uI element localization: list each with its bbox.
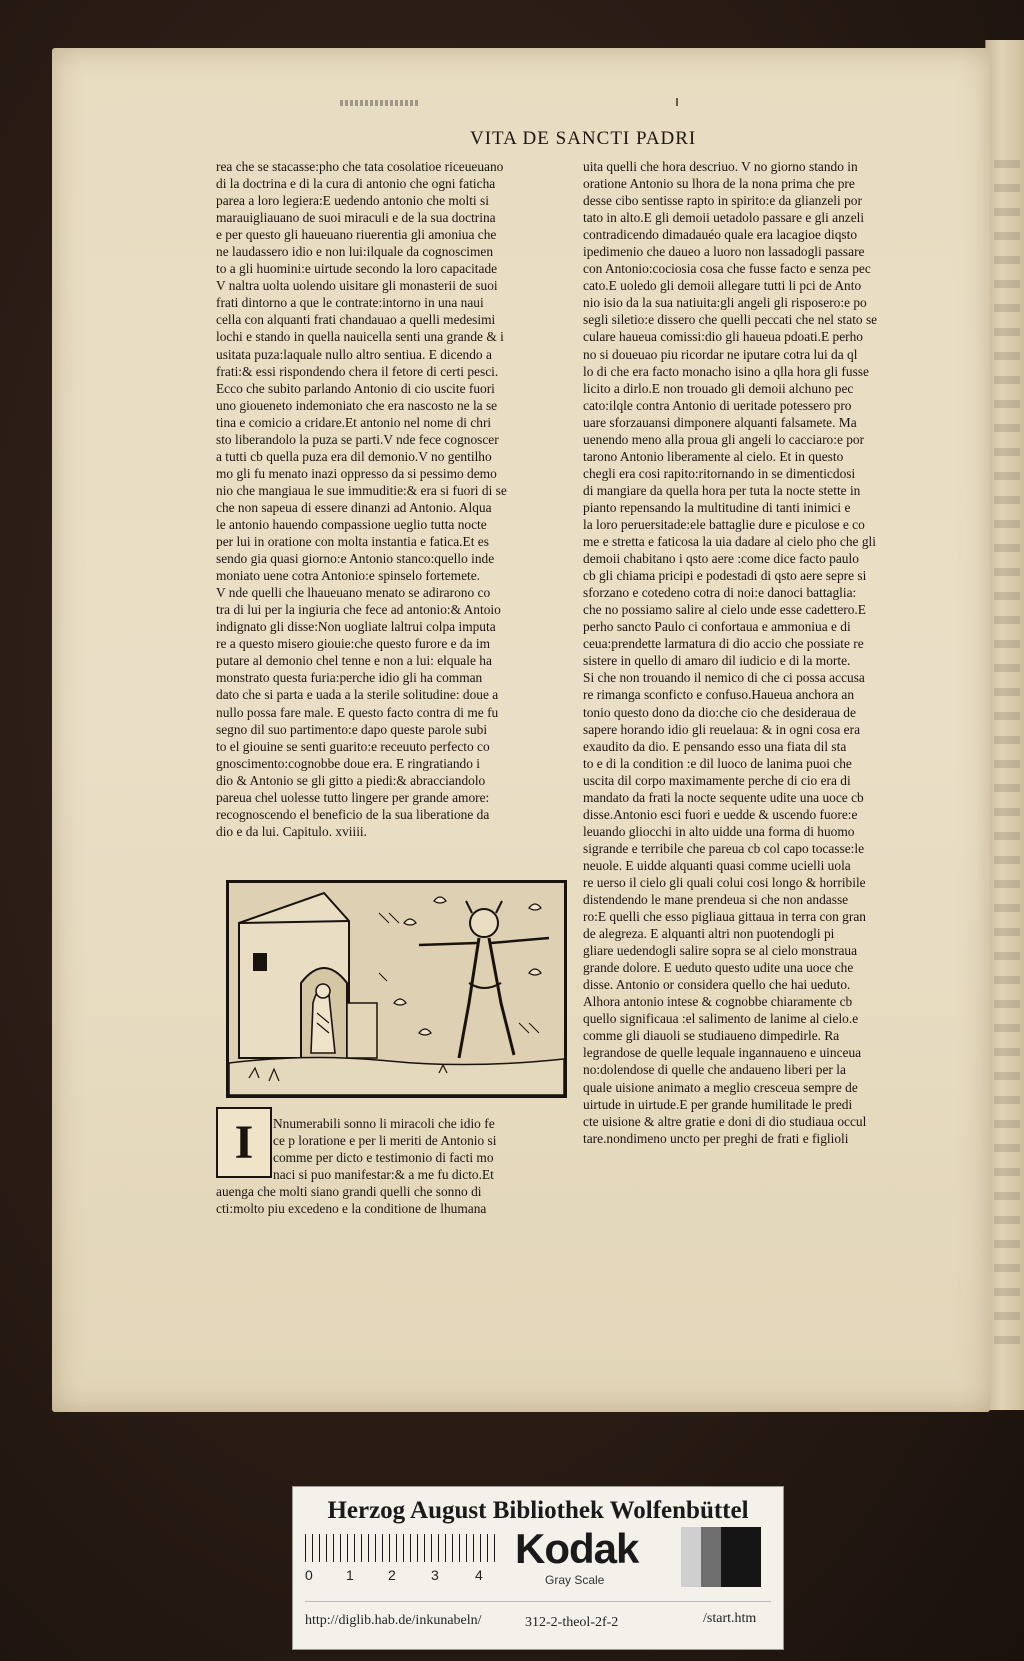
text-line: monstrato questa furia:perche idio gli ha comman (216, 670, 483, 686)
text-line: exaudito da dio. E pensando esso una fiata dil sta (583, 738, 847, 754)
text-line: quello significaua :el salimento de lanime al cielo.e (583, 1011, 859, 1027)
ruler-number: 4 (475, 1567, 483, 1583)
text-line: ce p loratione e per li meriti de Antonio si (273, 1133, 497, 1149)
text-line: nio isio da la sua natiuita:gli angeli gli risposero:e po (583, 295, 867, 311)
text-line: distendendo le mane prendeua si che non andasse (583, 892, 849, 908)
text-line: Si che non trouando il nemico di che ci possa accusa (583, 670, 865, 686)
drop-cap-letter: I (234, 1116, 254, 1169)
text-line: neuole. E uidde alquanti quasi comme ucielli uola (583, 857, 851, 873)
text-line: che non sapeua di essere dinanzi ad Antonio. Alqua (216, 499, 492, 515)
text-line: oratione Antonio su lhora de la nona prima che pre (583, 176, 855, 192)
text-line: Nnumerabili sonno li miracoli che idio fe (273, 1116, 495, 1131)
text-line: cella con alquanti frati chandauao a quelli medesimi (216, 312, 496, 328)
text-line: mandato da frati la nocte sequente udite una uoce cb (583, 789, 864, 805)
text-line: a tutti cb quella puza era dil demonio.V no gentilho (216, 448, 492, 464)
text-line: cte uisione & altre gratie e doni di dio studiaua occul (583, 1113, 867, 1129)
text-line: indignato gli disse:Non uogliate laltrui colpa imputa (216, 619, 496, 635)
text-line: de alegreza. E alquanti altri non puotendogli pi (583, 926, 835, 942)
text-line: segli siletio:e dissero che quelli peccati che nel stato se (583, 312, 878, 328)
text-line: e per questo gli haueuano riuerentia gli amoniua che (216, 227, 497, 243)
ink-smudge (340, 100, 420, 106)
text-line: moniato uene cotra Antonio:e spinselo fortemete. (216, 568, 481, 584)
text-line: re rimanga sconficto e confuso.Haueua anchora an (583, 687, 855, 703)
text-line: Ecco che subito parlando Antonio di cio uscite fuori (216, 380, 495, 396)
text-line: cato:ilqle contra Antonio di ueritade potessero pro (583, 397, 852, 413)
text-line: desse cibo sentisse rapto in spirito:e da glianzeli por (583, 193, 862, 209)
text-line: di mangiare da quella hora per tuta la nocte stette in (583, 482, 861, 498)
text-line: sto liberandolo la puza se parti.V nde fece cognoscer (216, 431, 499, 447)
text-line: uenendo meno alla proua gli angeli lo cacciaro:e por (583, 431, 865, 447)
text-line: no:dolendose di quelle che andaueno liberi per la (583, 1062, 846, 1078)
text-line: sistere in quello di amaro dil iudicio e di la morte. (583, 653, 851, 669)
text-line: uirtude in uirtude.E per grande humilitade le predi (583, 1096, 853, 1112)
kodak-logo: Kodak (515, 1525, 639, 1572)
text-line: V nde quelli che lhaueuano menato se adirarono co (216, 585, 491, 601)
text-line: contradicendo dimadauéo quale era lacagioe diqsto (583, 227, 858, 243)
text-line: segno dil suo partimento:e dapo queste parole subi (216, 721, 488, 737)
text-line: dio e da lui. Capitulo. xviiii. (216, 823, 368, 839)
text-line: recognoscendo el beneficio de la sua liberatione da (216, 806, 490, 822)
text-line: di la doctrina e di la cura di antonio che ogni faticha (216, 176, 496, 192)
text-line: licito a dirlo.E non trouado gli demoii alchuno pec (583, 380, 854, 396)
digital-library-url: http://diglib.hab.de/inkunabeln/ (305, 1613, 482, 1628)
text-line: quale uisione animato a meglio cresceua sempre de (583, 1079, 858, 1095)
text-line: disse. Antonio or considera quello che hai ueduto. (583, 977, 851, 993)
text-line: usitata puza:laquale nullo altro sentiua. E dicendo a (216, 346, 492, 362)
text-line: to e di la condition :e dil luoco de lanima puoi che (583, 755, 852, 771)
text-line: sigrande e terribile che pareua cb col capo tocasse:le (583, 840, 865, 856)
text-line: ceua:prendette larmatura di dio accio che possiate re (583, 636, 864, 652)
text-line: marauigliauano de suoi miraculi e de la sua doctrina (216, 210, 496, 226)
ruler-number: 3 (431, 1567, 439, 1583)
library-name: Herzog August Bibliothek Wolfenbüttel (327, 1497, 749, 1524)
text-line: tonio questo dono da dio:che cio che desideraua de (583, 704, 856, 720)
text-line: sendo gia quasi giorno:e Antonio stanco:quello inde (216, 551, 495, 567)
gray-swatch-light (681, 1527, 701, 1587)
left-lower-text (216, 1115, 564, 1218)
text-line: frati:& essi rispondendo chera il fetore di certi pesci. (216, 363, 499, 379)
text-line: putare al demonio chel tenne e non a lui: elquale ha (216, 653, 492, 669)
ruler-number: 1 (346, 1567, 354, 1583)
color-target-card (292, 1486, 784, 1650)
text-line: con Antonio:cociosia cosa che fusse facto e senza pec (583, 261, 871, 277)
text-line: tato in alto.E gli demoii uetadolo passare e gli anzeli (583, 210, 865, 226)
running-title: VITA DE SANCTI PADRI (470, 128, 697, 149)
text-line: lo di che era facto monacho isino a qlla hora gli fusse (583, 363, 869, 379)
text-line: gnoscimento:cognobbe doue era. E ringratiando i (216, 755, 481, 771)
text-line: sapere horando idio gli reuelaua: & in ogni cosa era (583, 721, 861, 737)
text-line: chegli era cosi rapito:ritornando in se dimenticdosi (583, 465, 856, 481)
woodcut-svg (229, 883, 564, 1095)
text-line: uno gioueneto indemoniato che era nascosto ne la se (216, 397, 498, 413)
text-line: to a gli huomini:e uirtude secondo la loro capacitade (216, 261, 498, 277)
text-line: legrandose de quelle lequale ingannaueno e uinceua (583, 1045, 862, 1061)
text-line: pianto repensando la multitudine di tanti inimici e (583, 499, 851, 515)
text-line: ro:E quelli che esso pigliaua gittaua in terra con gran (583, 909, 866, 925)
left-text-column (216, 158, 564, 840)
text-line: culare haueua comissi:dio gli haueua pdoati.E perho (583, 329, 863, 345)
bleed-through-text (994, 160, 1020, 1360)
text-line: mo gli fu menato inazi oppresso da si pessimo demo (216, 465, 497, 481)
text-line: sforzano e cotedeno cotra di noi:e danoci battaglia: (583, 585, 857, 601)
text-line: Alhora antonio intese & cognobbe chiaramente cb (583, 994, 853, 1010)
text-line: dato che si parta e uada a la sterile solitudine: doue a (216, 687, 499, 703)
text-line: perho sancto Paulo ci confortaua e ammoniua e di (583, 619, 851, 635)
text-line: ipedimenio che daueo a luoro non lassadogli passare (583, 244, 865, 260)
text-line: gliare uedendogli salire sopra se al cielo monstraua (583, 943, 858, 959)
text-line: re a questo misero giouie:che questo furore e da im (216, 636, 491, 652)
text-line: V naltra uolta uolendo uisitare gli monasterii de suoi (216, 278, 498, 294)
text-line: nullo possa fare male. E questo facto contra di me fu (216, 704, 499, 720)
text-line: pareua chel uolesse tutto lingere per grande amore: (216, 789, 490, 805)
text-line: lochi e stando in quella nauicella senti una grande & i (216, 329, 504, 345)
gray-swatch-dark (721, 1527, 761, 1587)
text-line: me e stretta e faticosa la uia dadare al cielo pho che gli (583, 534, 876, 550)
adjacent-page-edge (985, 40, 1024, 1410)
text-line: comme per dicto e testimonio di facti mo (273, 1150, 494, 1166)
ruler-number: 2 (388, 1567, 396, 1583)
start-link: /start.htm (703, 1611, 757, 1626)
text-line: che no possiamo salire al cielo unde esse cadettero.E (583, 602, 866, 618)
text-line: grande dolore. E ueduto questo udite una uoce che (583, 960, 854, 976)
text-line: tarono Antonio liberamente al cielo. Et in questo (583, 448, 844, 464)
text-line: leuando gliocchi in alto uidde una forma di huomo (583, 823, 855, 839)
text-line: parea a loro legiera:E uedendo antonio che molti si (216, 193, 489, 209)
text-line: to el giouine se senti guarito:e receuuto perfecto co (216, 738, 490, 754)
text-line: nio che mangiaua le sue immuditie:& era si fuori di se (216, 482, 507, 498)
text-line: frati dintorno a que le contrate:intorno in una naui (216, 295, 484, 311)
text-line: demoii chabitano i qsto aere :come dice facto paulo (583, 551, 859, 567)
ruler-number: 0 (305, 1567, 313, 1583)
text-line: rea che se stacasse:pho che tata cosolatioe riceueuano (216, 159, 504, 174)
text-line: re uerso il cielo gli quali colui cosi longo & horribile (583, 874, 866, 890)
woodcut-illustration (226, 880, 567, 1098)
gray-swatch-mid (701, 1527, 721, 1587)
text-line: tina e comicio a cridare.Et antonio nel nome di chri (216, 414, 492, 430)
text-line: ne laudassero idio e non lui:ilquale da cognoscimen (216, 244, 494, 260)
text-line: uare sforzauansi dimponere alquanti falsamete. Ma (583, 414, 857, 430)
measurement-ruler (305, 1534, 497, 1562)
text-line: dio & Antonio se gli gitto a piedi:& abracciandolo (216, 772, 486, 788)
text-line: per lui in oratione con molta instantia e fatica.Et es (216, 534, 489, 550)
text-line: auenga che molti siano grandi quelli che sonno di (216, 1184, 482, 1200)
leaf-mark (676, 98, 678, 106)
card-divider (305, 1601, 771, 1602)
text-line: naci si puo manifestar:& a me fu dicto.Et (273, 1167, 494, 1183)
gray-scale-label: Gray Scale (545, 1573, 605, 1587)
ruler-numbers (305, 1567, 505, 1585)
shelfmark: 312-2-theol-2f-2 (525, 1615, 619, 1630)
text-line: cti:molto piu excedeno e la conditione de lhumana (216, 1201, 487, 1217)
text-line: uita quelli che hora descriuo. V no giorno stando in (583, 159, 858, 174)
text-line: cato.E uoledo gli demoii allegare tutti li pci de Anto (583, 278, 862, 294)
text-line: tra di lui per la ingiuria che fece ad antonio:& Antoio (216, 602, 501, 618)
text-line: tare.nondimeno uncto per preghi de frati e figlioli (583, 1130, 849, 1146)
text-line: uscita dil corpo maximamente perche di cio era di (583, 772, 851, 788)
text-line: disse.Antonio esci fuori e uedde & uscendo fuore:e (583, 806, 858, 822)
text-line: la loro peruersitade:ele battaglie dure e piculose e co (583, 516, 865, 532)
text-line: cb gli chiama pricipi e podestadi di qsto aere sepre si (583, 568, 867, 584)
right-text-column (583, 158, 931, 1147)
text-line: le antonio hauendo compassione ueglio tutta nocte (216, 516, 487, 532)
text-line: comme gli diauoli se studiaueno dimpedirle. Ra (583, 1028, 840, 1044)
text-line: no si doueuao piu ricordar ne iputare cotra lui da ql (583, 346, 858, 362)
